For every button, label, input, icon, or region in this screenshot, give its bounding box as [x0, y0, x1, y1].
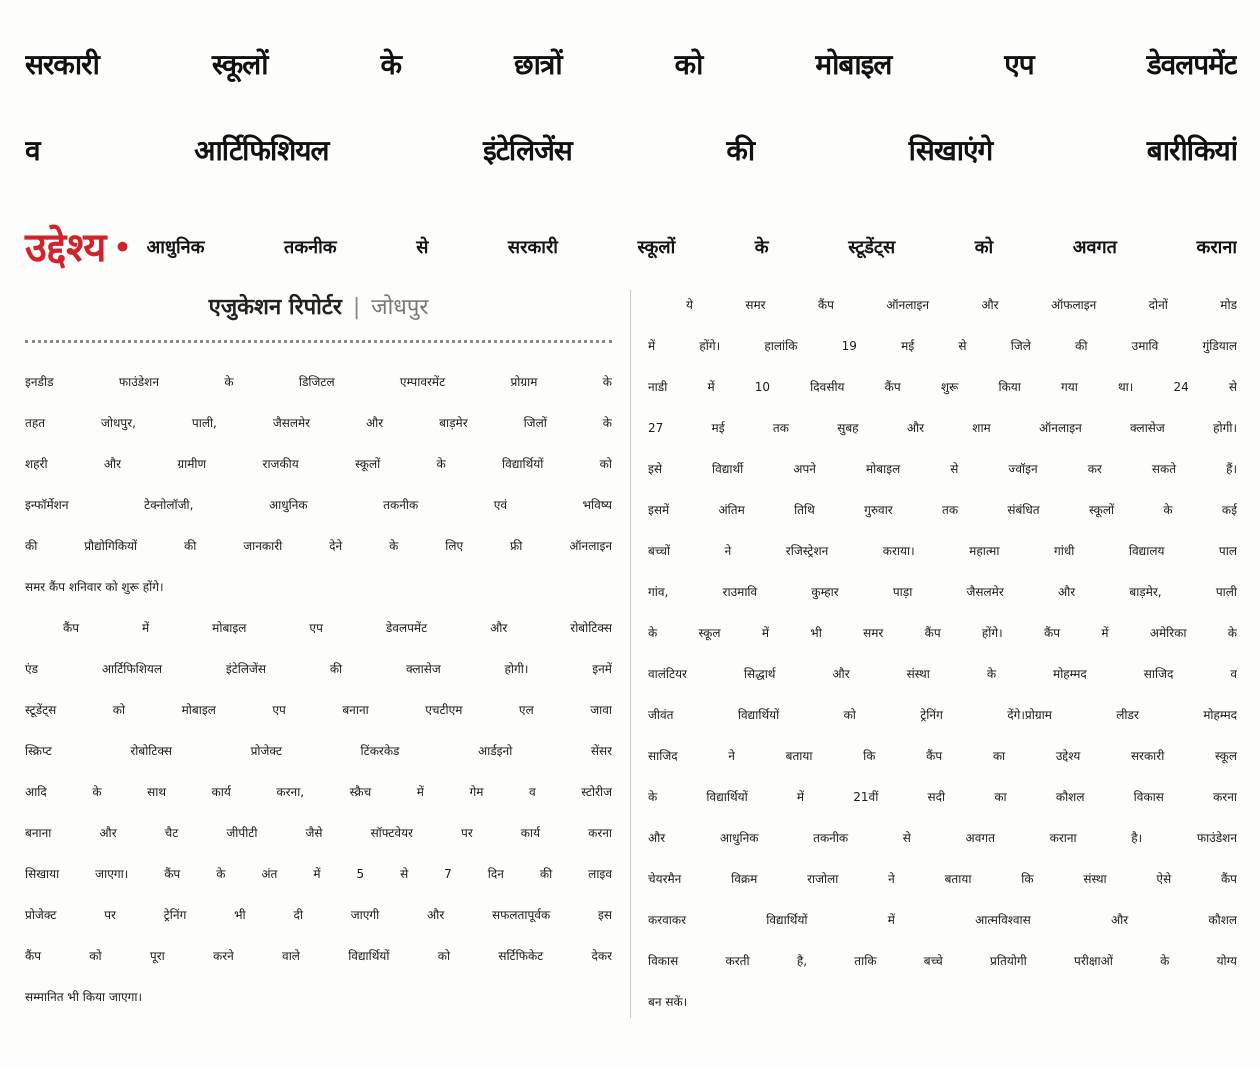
article-column-right: [648, 285, 1237, 1023]
article-line: ये समर कैंप ऑनलाइन और ऑफलाइन दोनों मोड: [686, 298, 1237, 312]
article-line: गांव, राउमावि कुम्हार पाड़ा जैसलमेर और बाड़मेर, पाली: [648, 585, 1237, 599]
column-divider: [630, 290, 631, 1018]
subheadline-text: आधुनिक तकनीक से सरकारी स्कूलों के स्टूडेंट्स को अवगत कराना: [146, 237, 1237, 258]
article-line: कैंप में मोबाइल एप डेवलपमेंट और रोबोटिक्स: [63, 621, 612, 635]
paragraph: [25, 608, 612, 1018]
byline: [25, 290, 612, 326]
article-line: सम्मानित भी किया जाएगा।: [25, 990, 143, 1004]
paragraph: [648, 285, 1237, 1023]
article-column-left: [25, 362, 612, 1018]
article-line: प्रोजेक्ट पर ट्रेनिंग भी दी जाएगी और सफलतापूर्वक इस: [25, 908, 612, 922]
article-line: इसे विद्यार्थी अपने मोबाइल से ज्वॉइन कर सकते हैं।: [648, 462, 1237, 476]
subheadline-label: उद्देश्य: [25, 225, 107, 271]
article-line: के स्कूल में भी समर कैंप होंगे। कैंप में अमेरिका के: [648, 626, 1237, 640]
article-line: स्क्रिप्ट रोबोटिक्स प्रोजेक्ट टिंकरकेड आर्डइनो सेंसर: [25, 744, 612, 758]
paragraph: [25, 362, 612, 608]
article-line: चेयरमैन विक्रम राजोला ने बताया कि संस्था ऐसे कैंप: [648, 872, 1237, 886]
article-line: में होंगे। हालांकि 19 मई से जिले की उमावि गुंडियाल: [648, 339, 1237, 353]
article-line: की प्रौद्योगिकियों की जानकारी देने के लिए फ्री ऑनलाइन: [25, 539, 612, 553]
article-line: एंड आर्टिफिशियल इंटेलिजेंस की क्लासेज होगी। इनमें: [25, 662, 612, 676]
bullet-icon: •: [112, 228, 133, 268]
headline-line: सरकारी स्कूलों के छात्रों को मोबाइल एप डेवलपमेंट: [25, 48, 1237, 81]
article-line: बच्चों ने रजिस्ट्रेशन कराया। महात्मा गांधी विद्यालय पाल: [648, 544, 1237, 558]
article-line: 27 मई तक सुबह और शाम ऑनलाइन क्लासेज होगी।: [648, 421, 1237, 435]
article-line: और आधुनिक तकनीक से अवगत कराना है। फाउंडेशन: [648, 831, 1237, 845]
article-line: विकास करती है, ताकि बच्चे प्रतियोगी परीक्षाओं के योग्य: [648, 954, 1237, 968]
article-line: शहरी और ग्रामीण राजकीय स्कूलों के विद्यार्थियों को: [25, 457, 612, 471]
article-line: समर कैंप शनिवार को शुरू होंगे।: [25, 580, 164, 594]
dotted-divider: [25, 340, 612, 343]
article-line: इसमें अंतिम तिथि गुरुवार तक संबंधित स्कूलों के कई: [648, 503, 1237, 517]
article-line: के विद्यार्थियों में 21वीं सदी का कौशल विकास करना: [648, 790, 1237, 804]
byline-city: जोधपुर: [371, 295, 429, 320]
article-line: बन सकें।: [648, 995, 688, 1009]
article-line: करवाकर विद्यार्थियों में आत्मविश्वास और कौशल: [648, 913, 1237, 927]
article-line: बनाना और चैट जीपीटी जैसे सॉफ्टवेयर पर कार्य करना: [25, 826, 612, 840]
article-line: इनडीड फाउंडेशन के डिजिटल एम्पावरमेंट प्रोग्राम के: [25, 375, 612, 389]
headline-line: व आर्टिफिशियल इंटेलिजेंस की सिखाएंगे बारीकियां: [25, 134, 1237, 167]
article-line: तहत जोधपुर, पाली, जैसलमेर और बाड़मेर जिलों के: [25, 416, 612, 430]
byline-separator: |: [352, 295, 361, 320]
headline: [25, 22, 1237, 194]
article-line: नाडी में 10 दिवसीय कैंप शुरू किया गया था। 24 से: [648, 380, 1237, 394]
article-line: इन्फॉर्मेशन टेक्नोलॉजी, आधुनिक तकनीक एवं भविष्य: [25, 498, 612, 512]
article-line: स्टूडेंट्स को मोबाइल एप बनाना एचटीएम एल जावा: [25, 703, 612, 717]
subheadline: [25, 220, 1237, 276]
article-line: जीवंत विद्यार्थियों को ट्रेनिंग देंगे।प्रोग्राम लीडर मोहम्मद: [648, 708, 1237, 722]
article-line: आदि के साथ कार्य करना, स्क्रैच में गेम व स्टोरीज: [25, 785, 612, 799]
article-line: सिखाया जाएगा। कैंप के अंत में 5 से 7 दिन की लाइव: [25, 867, 612, 881]
byline-reporter: एजुकेशन रिपोर्टर: [208, 295, 342, 320]
article-line: वालंटियर सिद्धार्थ और संस्था के मोहम्मद साजिद व: [648, 667, 1237, 681]
article-line: कैंप को पूरा करने वाले विद्यार्थियों को सर्टिफिकेट देकर: [25, 949, 612, 963]
article-line: साजिद ने बताया कि कैंप का उद्देश्य सरकारी स्कूल: [648, 749, 1237, 763]
